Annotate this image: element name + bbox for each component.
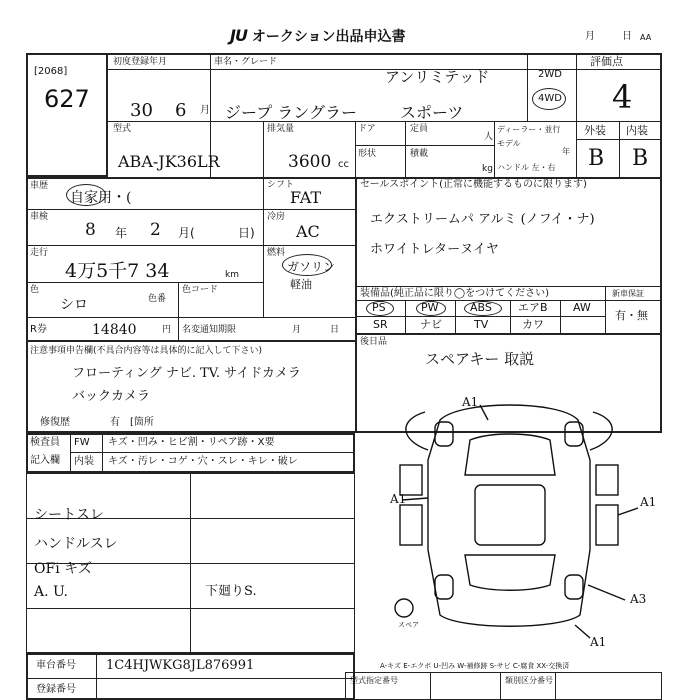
- remarks-line4: A. U.: [34, 584, 68, 600]
- displacement-value: 3600: [288, 152, 332, 172]
- dealer-model-label: モデル: [497, 139, 521, 148]
- car-name: ジープ ラングラー: [225, 103, 357, 122]
- inspection-month: 2: [150, 220, 161, 240]
- registration-month: 6: [175, 100, 187, 121]
- lot-code: [2068]: [34, 66, 68, 77]
- lot-number: 627: [44, 85, 90, 113]
- header-day-label: 日: [622, 31, 632, 42]
- door-label: ドア: [358, 124, 376, 134]
- displacement-label: 排気量: [267, 124, 295, 134]
- color-label: 色: [30, 285, 40, 295]
- repair-value: 有: [110, 417, 120, 428]
- repair-label: 修復歴: [40, 417, 70, 428]
- inspection-label: 車検: [30, 212, 49, 222]
- dealer-label: ディーラー・並行: [497, 125, 561, 134]
- color-no-label: 色番: [148, 294, 167, 304]
- color-value: シロ: [60, 297, 88, 313]
- header-title: JU オークション出品申込書: [230, 26, 406, 45]
- legend-text: A-キズ E-エクボ U-凹み W-補修跡 S-サビ C-腐食 XX-交換済: [380, 662, 570, 670]
- shape-label: 形状: [358, 149, 377, 159]
- equipment-airbag: エアB: [518, 301, 548, 314]
- interior-value: B: [632, 146, 649, 171]
- chassis-value: 1C4HJWKG8JL876991: [106, 658, 255, 673]
- model-label: 型式: [113, 124, 132, 134]
- name-change-day: 日: [330, 325, 340, 335]
- equipment-navi: ナビ: [420, 318, 442, 331]
- equipment-aw: AW: [573, 301, 591, 314]
- mileage-label: 走行: [30, 248, 49, 258]
- diagram-mark-front: A1: [462, 395, 479, 409]
- diagram-mark-left: A1: [390, 492, 407, 506]
- notes-line1: フローティング ナビ. TV. サイドカメラ: [72, 366, 301, 381]
- inspector-label2: 記入欄: [30, 455, 60, 466]
- new-warranty-label: 新車保証: [612, 289, 644, 298]
- inspector-fw: FW: [74, 437, 90, 448]
- equipment-ps: PS: [372, 301, 386, 314]
- registration-label: 初度登録年月: [113, 57, 168, 67]
- registration-year: 30: [130, 100, 153, 121]
- inspector-row2: キズ・汚レ・コゲ・穴・スレ・キレ・破レ: [108, 456, 298, 467]
- capacity-unit: 人: [484, 132, 494, 142]
- repair-place: [箇所: [130, 417, 154, 428]
- equipment-abs: ABS: [470, 301, 492, 314]
- load-unit: kg: [482, 164, 493, 174]
- ac-label: 冷房: [267, 212, 286, 222]
- shift-value: FAT: [290, 188, 322, 207]
- usage-value: 自家用・(: [70, 190, 132, 206]
- color-code-label: 色コード: [182, 285, 219, 295]
- displacement-unit: cc: [338, 159, 349, 170]
- equipment-sr: SR: [373, 318, 388, 331]
- equipment-pw: PW: [421, 301, 439, 314]
- recycle-value: 14840: [92, 322, 137, 338]
- category-label: 類別区分番号: [505, 676, 553, 685]
- name-change-label: 名変通知期限: [182, 325, 237, 335]
- drive-2wd: 2WD: [538, 69, 562, 80]
- diagram-spare-label: スペア: [398, 621, 419, 629]
- inspector-row1: キズ・凹み・ヒビ割・リペア跡・X要: [108, 437, 275, 448]
- lot-cell: [26, 53, 108, 177]
- inspection-day-unit: 日): [238, 226, 255, 240]
- header-aa-label: AA: [640, 33, 652, 42]
- equipment-tv: TV: [474, 318, 489, 331]
- ac-value: AC: [296, 222, 320, 241]
- notes-line2: バックカメラ: [72, 389, 151, 404]
- notes-label: 注意事項申告欄(不具合内容等は具体的に記入して下さい): [30, 346, 263, 356]
- diagram-mark-rear-right: A3: [630, 592, 647, 606]
- bottom-label: 登録番号: [36, 684, 76, 695]
- rating-label: 評価点: [590, 55, 623, 68]
- dealer-model-year: 年: [562, 147, 570, 156]
- inspector-label1: 検査員: [30, 437, 60, 448]
- recycle-unit: 円: [162, 325, 172, 335]
- diagram-mark-right: A1: [640, 495, 657, 509]
- recycle-label: R券: [30, 324, 47, 335]
- inspection-year-unit: 年: [115, 226, 128, 240]
- remarks-line3: OFi キズ: [34, 561, 92, 577]
- registration-month-unit: 月: [200, 105, 210, 116]
- capacity-label: 定員: [410, 124, 429, 134]
- new-warranty-value: 有・無: [615, 309, 648, 322]
- dealer-handle-label: ハンドル 左・右: [497, 163, 556, 172]
- car-grade: アンリミテッド: [385, 68, 490, 86]
- shift-label: シフト: [267, 180, 295, 190]
- inspection-month-unit: 月(: [178, 226, 195, 240]
- interior-label: 内装: [626, 124, 648, 137]
- diagram-mark-rear: A1: [590, 635, 607, 649]
- inspector-inner: 内装: [74, 456, 94, 467]
- inspection-year: 8: [85, 220, 96, 240]
- mileage-value: 4万5千7 34: [65, 260, 170, 282]
- exterior-label: 外装: [584, 124, 606, 137]
- sales-points-line1: エクストリームパ アルミ (ノフイ・ナ): [370, 212, 595, 227]
- exterior-value: B: [588, 146, 605, 171]
- car-diagram: [380, 380, 680, 650]
- remarks-line1: シートスレ: [34, 507, 104, 523]
- fuel-diesel: 軽油: [290, 278, 312, 291]
- remarks-underbody: 下廻りS.: [205, 584, 257, 599]
- header-month-label: 月: [585, 31, 595, 42]
- model-value: ABA-JK36LR: [118, 152, 220, 171]
- chassis-label: 車台番号: [36, 660, 76, 671]
- load-label: 積載: [410, 149, 429, 159]
- drive-4wd: 4WD: [538, 93, 562, 104]
- car-label: 車名・グレード: [214, 57, 278, 67]
- sales-points-line2: ホワイトレターヌイヤ: [370, 242, 499, 257]
- usage-label: 車歴: [30, 181, 49, 191]
- fuel-gas: ガソリン: [287, 260, 336, 274]
- cert-label: 型式指定番号: [350, 676, 398, 685]
- after-value: スペアキー 取説: [425, 350, 535, 368]
- fuel-label: 燃料: [267, 248, 286, 258]
- after-label: 後日品: [360, 337, 388, 347]
- name-change-month: 月: [292, 325, 302, 335]
- remarks-line2: ハンドルスレ: [34, 536, 118, 552]
- rating-value: 4: [612, 78, 633, 116]
- car-variant: スポーツ: [400, 103, 464, 122]
- equipment-label: 装備品(純正品に限り◯をつけてください): [360, 288, 549, 299]
- equipment-leather: カワ: [522, 318, 544, 331]
- sales-points-label: セールスポイント(正常に機能するものに限ります): [360, 179, 587, 190]
- mileage-unit: km: [225, 270, 239, 280]
